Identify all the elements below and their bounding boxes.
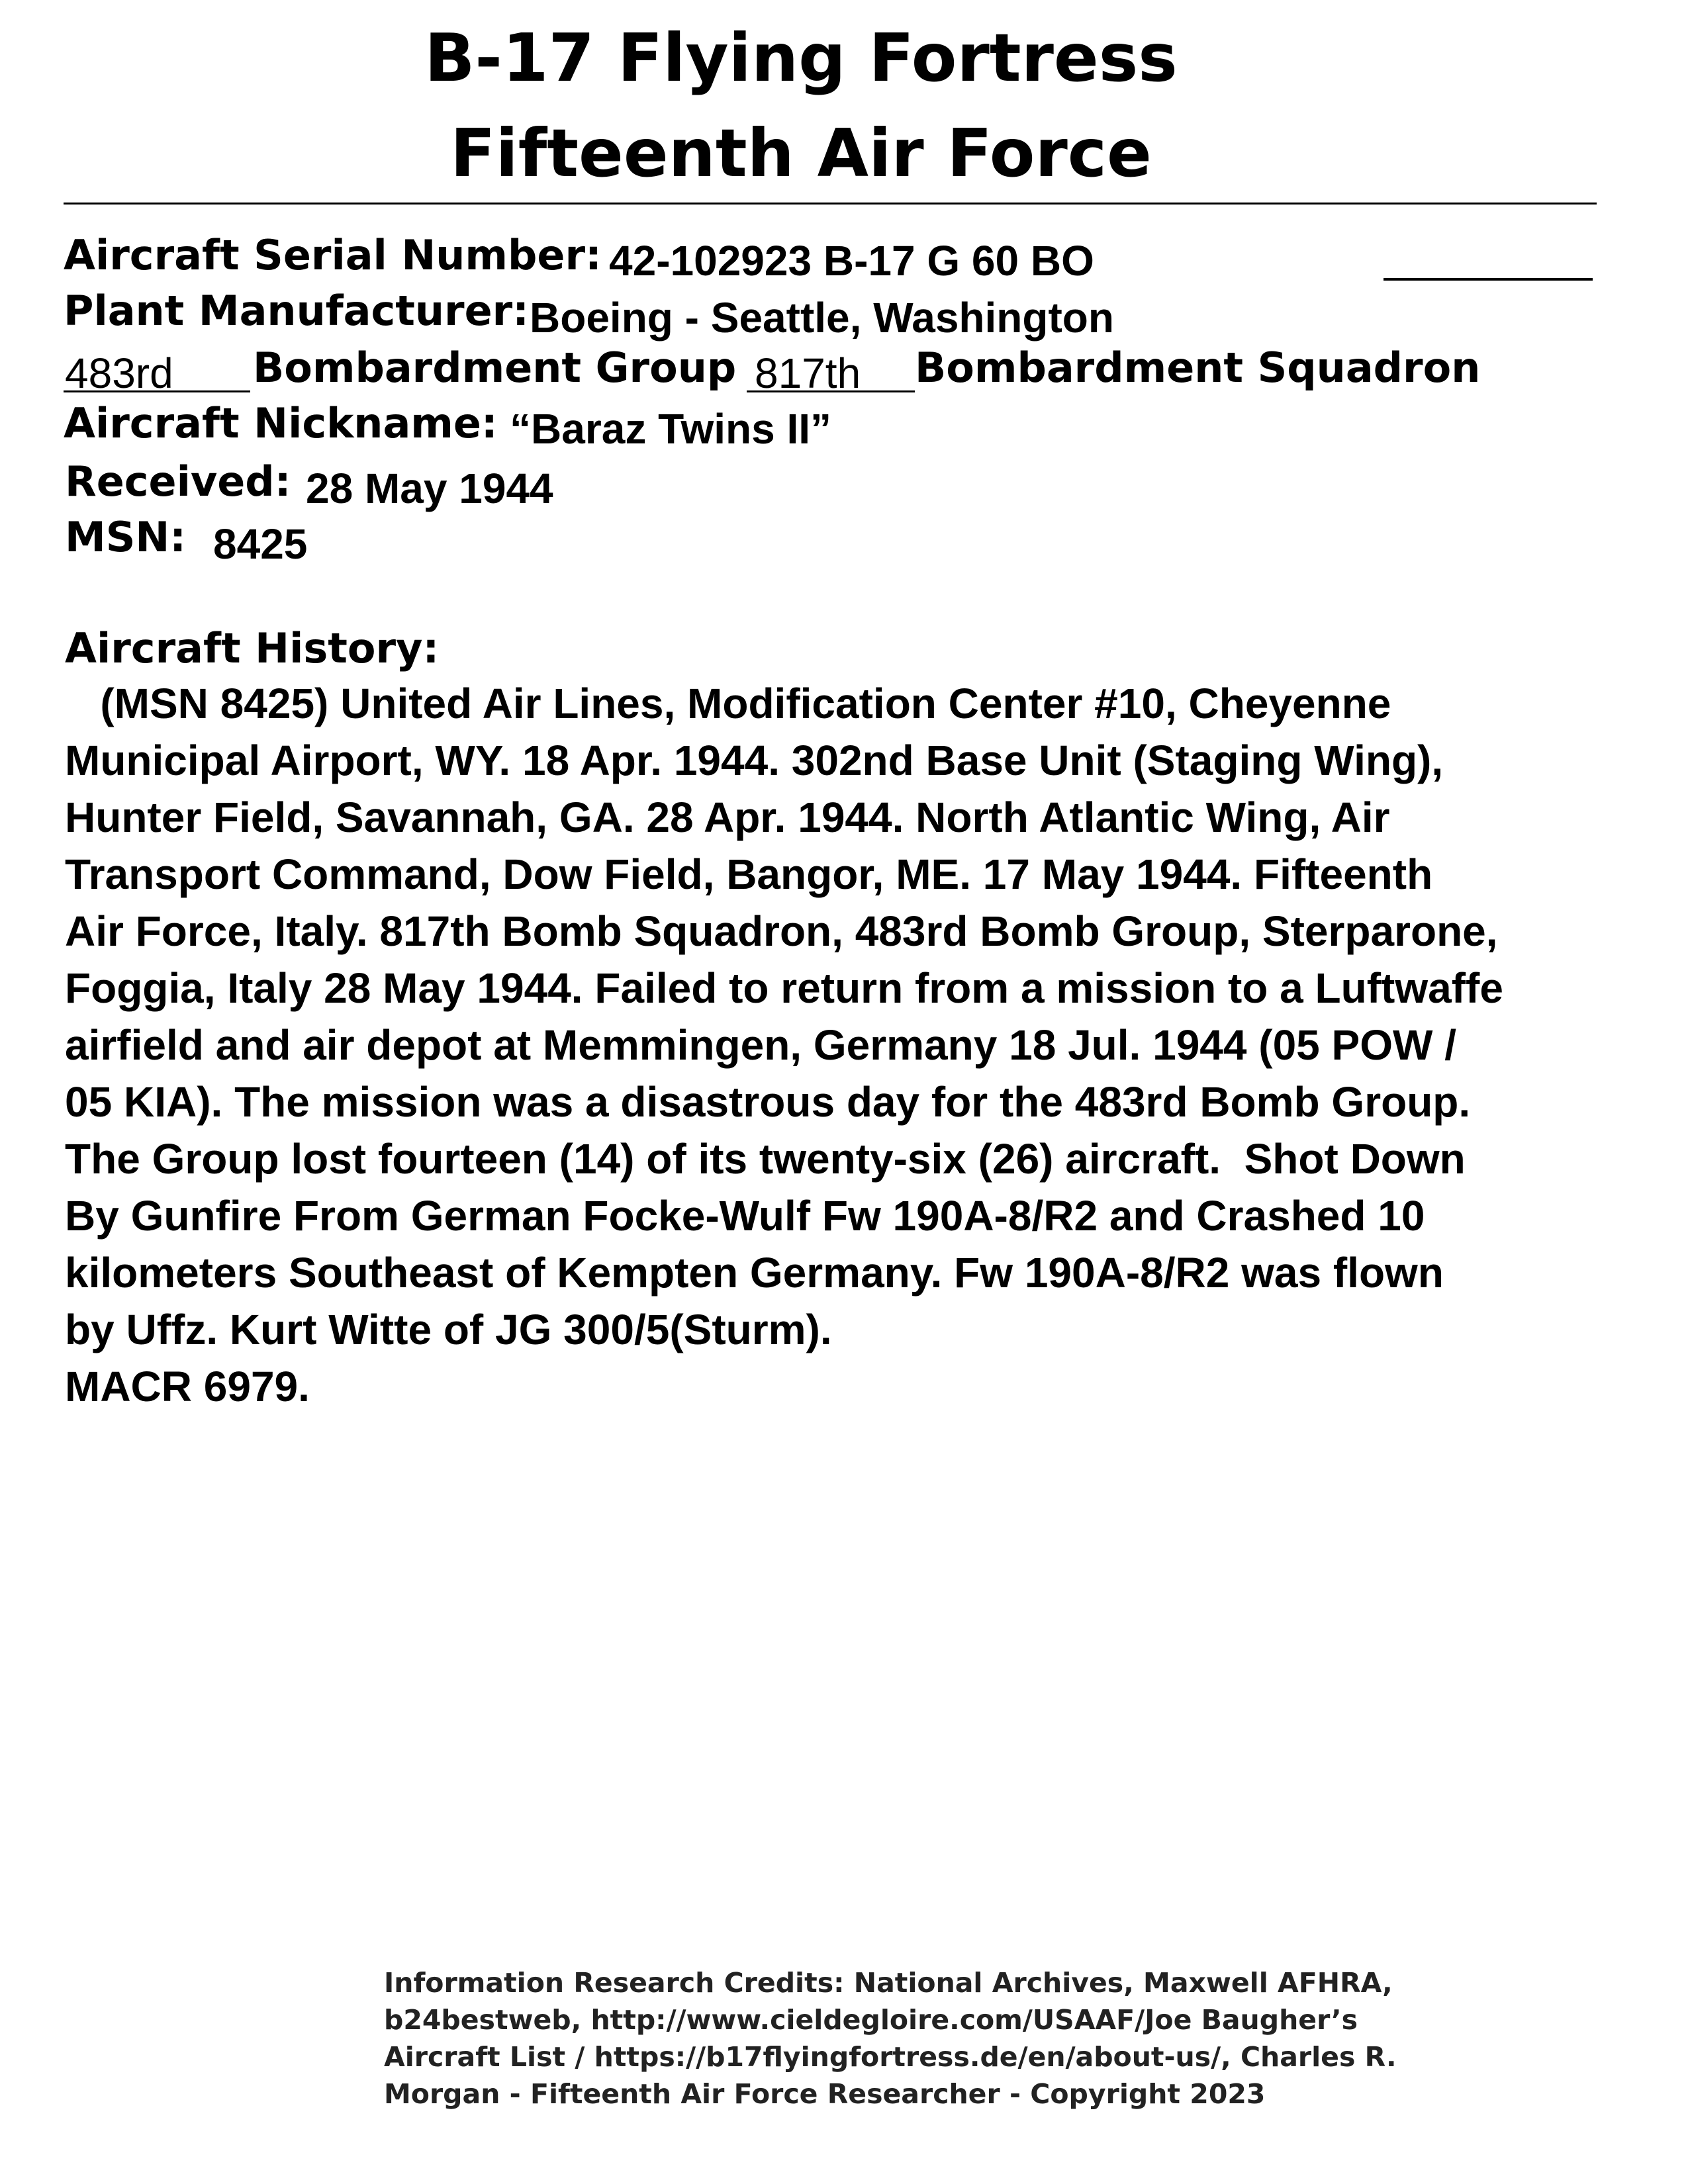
serial-number-value: 42-102923 B-17 G 60 BO: [609, 237, 1094, 285]
history-line: airfield and air depot at Memmingen, Germany 18 Jul. 1944 (05 POW /: [65, 1021, 1456, 1069]
group-label: Bombardment Group: [253, 343, 737, 392]
msn-label: MSN:: [65, 513, 187, 561]
msn-value: 8425: [213, 520, 308, 568]
credits-line: b24bestweb, http://www.cieldegloire.com/USAAF/Joe Baugher’s: [384, 2004, 1358, 2036]
received-value: 28 May 1944: [306, 465, 553, 512]
squadron-number: 817th: [755, 349, 861, 397]
history-line: Hunter Field, Savannah, GA. 28 Apr. 1944. North Atlantic Wing, Air: [65, 794, 1390, 841]
history-line: By Gunfire From German Focke-Wulf Fw 190A-8/R2 and Crashed 10: [65, 1192, 1425, 1240]
nickname-value: “Baraz Twins II”: [510, 405, 832, 453]
credits-line: Aircraft List / https://b17flyingfortress.de/en/about-us/, Charles R.: [384, 2041, 1397, 2073]
squadron-underline: [747, 390, 915, 392]
squadron-label: Bombardment Squadron: [915, 343, 1481, 392]
manufacturer-value: Boeing - Seattle, Washington: [530, 294, 1114, 341]
history-body: [65, 675, 1680, 1415]
nickname-label: Aircraft Nickname:: [64, 399, 498, 447]
history-line: Municipal Airport, WY. 18 Apr. 1944. 302nd Base Unit (Staging Wing),: [65, 737, 1444, 784]
history-line: Foggia, Italy 28 May 1944. Failed to return from a mission to a Luftwaffe: [65, 964, 1503, 1012]
research-credits: [384, 1964, 1397, 2113]
history-line: MACR 6979.: [65, 1363, 310, 1410]
history-line: The Group lost fourteen (14) of its twenty-six (26) aircraft. Shot Down: [65, 1135, 1466, 1183]
history-line: Air Force, Italy. 817th Bomb Squadron, 483rd Bomb Group, Sterparone,: [65, 907, 1498, 955]
title-divider: [64, 203, 1597, 205]
title-line-1: B-17 Flying Fortress: [424, 19, 1178, 97]
history-line: by Uffz. Kurt Witte of JG 300/5(Sturm).: [65, 1306, 832, 1353]
group-number: 483rd: [65, 349, 173, 397]
received-label: Received:: [65, 457, 291, 506]
title-line-2: Fifteenth Air Force: [450, 114, 1152, 192]
credits-line: Morgan - Fifteenth Air Force Researcher - Copyright 2023: [384, 2078, 1266, 2110]
history-line: (MSN 8425) United Air Lines, Modification Center #10, Cheyenne: [65, 680, 1391, 727]
serial-number-label: Aircraft Serial Number:: [64, 231, 602, 279]
history-line: 05 KIA). The mission was a disastrous day for the 483rd Bomb Group.: [65, 1078, 1471, 1126]
history-line: kilometers Southeast of Kempten Germany. Fw 190A-8/R2 was flown: [65, 1249, 1444, 1297]
manufacturer-label: Plant Manufacturer:: [64, 287, 530, 335]
credits-line: Information Research Credits: National Archives, Maxwell AFHRA,: [384, 1967, 1393, 1999]
history-line: Transport Command, Dow Field, Bangor, ME. 17 May 1944. Fifteenth: [65, 850, 1433, 898]
serial-blank-underline: [1383, 278, 1593, 281]
history-label: Aircraft History:: [65, 624, 440, 672]
group-underline: [64, 390, 250, 392]
